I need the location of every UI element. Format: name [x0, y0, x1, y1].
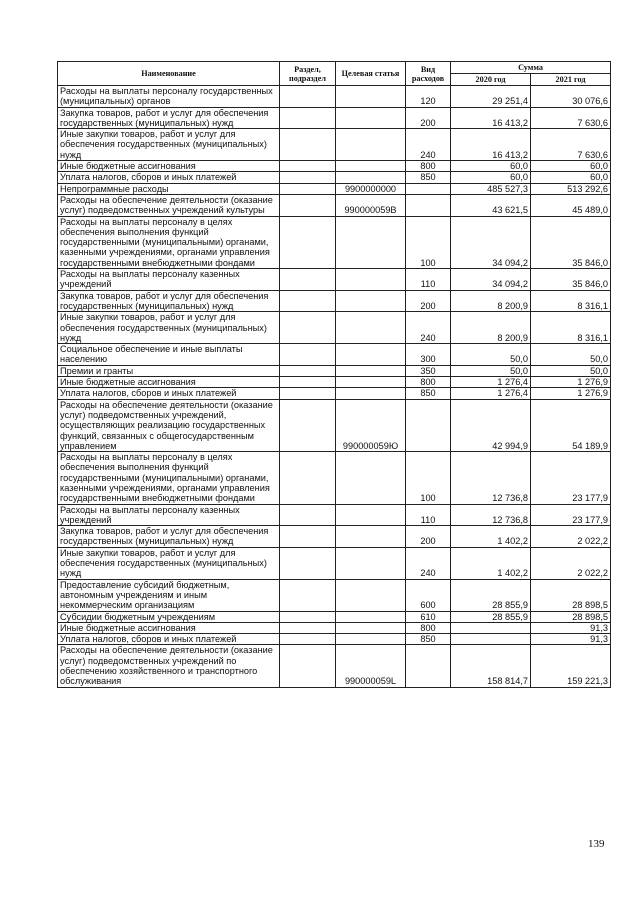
cell-target [336, 365, 406, 376]
cell-sum-2020: 50,0 [451, 365, 531, 376]
cell-section [280, 344, 336, 366]
table-row [58, 547, 611, 579]
cell-type [406, 194, 451, 216]
cell-target [336, 269, 406, 291]
cell-sum-2020: 12 736,8 [451, 504, 531, 526]
table-row [58, 388, 611, 399]
cell-target [336, 312, 406, 344]
cell-type: 110 [406, 269, 451, 291]
table-row [58, 579, 611, 611]
cell-type [406, 183, 451, 194]
cell-name: Иные закупки товаров, работ и услуг для обеспечения государственных (муниципальных) нужд [58, 547, 280, 579]
cell-section [280, 645, 336, 687]
cell-name: Расходы на обеспечение деятельности (оказание услуг) подведомственных учреждений культуры [58, 194, 280, 216]
cell-sum-2020: 1 276,4 [451, 388, 531, 399]
table-row [58, 365, 611, 376]
cell-target [336, 547, 406, 579]
cell-sum-2020: 28 855,9 [451, 579, 531, 611]
cell-name: Иные закупки товаров, работ и услуг для обеспечения государственных (муниципальных) нужд [58, 312, 280, 344]
cell-sum-2021: 50,0 [531, 365, 611, 376]
cell-target: 990000059В [336, 194, 406, 216]
cell-type: 120 [406, 86, 451, 108]
cell-target [336, 172, 406, 183]
cell-name: Иные закупки товаров, работ и услуг для обеспечения государственных (муниципальных) нужд [58, 129, 280, 161]
cell-sum-2021: 30 076,6 [531, 86, 611, 108]
cell-sum-2020: 16 413,2 [451, 129, 531, 161]
cell-type: 240 [406, 547, 451, 579]
cell-sum-2020: 8 200,9 [451, 312, 531, 344]
cell-name: Иные бюджетные ассигнования [58, 622, 280, 633]
cell-name: Уплата налогов, сборов и иных платежей [58, 172, 280, 183]
cell-target [336, 129, 406, 161]
cell-sum-2021: 23 177,9 [531, 452, 611, 504]
cell-sum-2020: 34 094,2 [451, 269, 531, 291]
budget-table [57, 61, 611, 688]
cell-name: Иные бюджетные ассигнования [58, 161, 280, 172]
cell-target [336, 622, 406, 633]
cell-target: 990000059L [336, 645, 406, 687]
cell-section [280, 547, 336, 579]
cell-type: 110 [406, 504, 451, 526]
table-row [58, 645, 611, 687]
cell-name: Расходы на выплаты персоналу в целях обеспечения выполнения функций государственными (муниципальными) органами, казенными учреждениями, органами управления государственными внебюджетными фондами [58, 216, 280, 268]
cell-section [280, 526, 336, 548]
table-row [58, 86, 611, 108]
cell-section [280, 129, 336, 161]
cell-section [280, 579, 336, 611]
cell-name: Расходы на обеспечение деятельности (оказание услуг) подведомственных учреждений, осуществляющих реализацию государственных функций, связанных с общегосударственным управлением [58, 399, 280, 451]
cell-type: 240 [406, 312, 451, 344]
cell-section [280, 183, 336, 194]
cell-type [406, 399, 451, 451]
cell-type: 850 [406, 172, 451, 183]
cell-sum-2020: 1 276,4 [451, 377, 531, 388]
table-row [58, 611, 611, 622]
cell-sum-2020: 485 527,3 [451, 183, 531, 194]
cell-sum-2020: 28 855,9 [451, 611, 531, 622]
cell-type: 240 [406, 129, 451, 161]
cell-name: Закупка товаров, работ и услуг для обеспечения государственных (муниципальных) нужд [58, 526, 280, 548]
cell-name: Иные бюджетные ассигнования [58, 377, 280, 388]
cell-sum-2020: 60,0 [451, 172, 531, 183]
cell-sum-2020: 42 994,9 [451, 399, 531, 451]
table-row [58, 129, 611, 161]
cell-section [280, 504, 336, 526]
cell-target [336, 216, 406, 268]
cell-sum-2021: 7 630,6 [531, 107, 611, 129]
cell-name: Закупка товаров, работ и услуг для обеспечения государственных (муниципальных) нужд [58, 107, 280, 129]
cell-section [280, 622, 336, 633]
cell-type: 600 [406, 579, 451, 611]
cell-target: 990000059Ю [336, 399, 406, 451]
cell-type: 800 [406, 377, 451, 388]
cell-section [280, 377, 336, 388]
cell-sum-2021: 35 846,0 [531, 269, 611, 291]
cell-sum-2020: 29 251,4 [451, 86, 531, 108]
cell-target [336, 161, 406, 172]
table-row [58, 399, 611, 451]
cell-section [280, 216, 336, 268]
table-row [58, 312, 611, 344]
cell-sum-2020: 8 200,9 [451, 290, 531, 312]
cell-type: 200 [406, 526, 451, 548]
cell-type: 300 [406, 344, 451, 366]
cell-sum-2021: 54 189,9 [531, 399, 611, 451]
cell-target: 9900000000 [336, 183, 406, 194]
cell-sum-2021: 60,0 [531, 172, 611, 183]
cell-name: Премии и гранты [58, 365, 280, 376]
cell-name: Расходы на выплаты персоналу в целях обеспечения выполнения функций государственными (муниципальными) органами, казенными учреждениями, органами управления государственными внебюджетными фондами [58, 452, 280, 504]
cell-section [280, 611, 336, 622]
table-row [58, 216, 611, 268]
cell-section [280, 312, 336, 344]
cell-section [280, 161, 336, 172]
cell-sum-2021: 1 276,9 [531, 388, 611, 399]
cell-name: Закупка товаров, работ и услуг для обеспечения государственных (муниципальных) нужд [58, 290, 280, 312]
cell-target [336, 344, 406, 366]
header-name: Наименование [58, 62, 280, 86]
page-number: 139 [588, 838, 605, 850]
table-row [58, 269, 611, 291]
table-row [58, 452, 611, 504]
table-body [58, 86, 611, 688]
cell-sum-2021: 28 898,5 [531, 611, 611, 622]
table-row [58, 107, 611, 129]
cell-type: 850 [406, 634, 451, 645]
cell-sum-2020: 1 402,2 [451, 526, 531, 548]
cell-target [336, 452, 406, 504]
cell-sum-2021: 7 630,6 [531, 129, 611, 161]
table-row [58, 344, 611, 366]
cell-name: Предоставление субсидий бюджетным, автономным учреждениям и иным некоммерческим организациям [58, 579, 280, 611]
cell-type: 100 [406, 216, 451, 268]
header-target: Целевая статья [336, 62, 406, 86]
table-row [58, 161, 611, 172]
cell-target [336, 290, 406, 312]
cell-sum-2020: 16 413,2 [451, 107, 531, 129]
cell-target [336, 107, 406, 129]
cell-section [280, 399, 336, 451]
cell-type: 200 [406, 107, 451, 129]
cell-target [336, 86, 406, 108]
cell-sum-2021: 35 846,0 [531, 216, 611, 268]
cell-target [336, 504, 406, 526]
cell-section [280, 452, 336, 504]
cell-section [280, 388, 336, 399]
cell-name: Уплата налогов, сборов и иных платежей [58, 388, 280, 399]
cell-name: Расходы на выплаты персоналу казенных учреждений [58, 269, 280, 291]
cell-type: 610 [406, 611, 451, 622]
cell-sum-2020: 12 736,8 [451, 452, 531, 504]
cell-sum-2020 [451, 622, 531, 633]
cell-target [336, 611, 406, 622]
cell-name: Расходы на выплаты персоналу казенных учреждений [58, 504, 280, 526]
cell-sum-2021: 8 316,1 [531, 312, 611, 344]
cell-sum-2021: 60,0 [531, 161, 611, 172]
cell-name: Расходы на выплаты персоналу государственных (муниципальных) органов [58, 86, 280, 108]
cell-target [336, 388, 406, 399]
cell-target [336, 377, 406, 388]
cell-type: 200 [406, 290, 451, 312]
cell-section [280, 107, 336, 129]
cell-sum-2021: 23 177,9 [531, 504, 611, 526]
table-row [58, 172, 611, 183]
cell-sum-2021: 50,0 [531, 344, 611, 366]
cell-sum-2021: 8 316,1 [531, 290, 611, 312]
cell-section [280, 172, 336, 183]
cell-type: 100 [406, 452, 451, 504]
cell-sum-2021: 45 489,0 [531, 194, 611, 216]
cell-section [280, 365, 336, 376]
table-header-row [58, 62, 611, 74]
cell-sum-2020: 60,0 [451, 161, 531, 172]
cell-sum-2021: 2 022,2 [531, 547, 611, 579]
cell-type: 800 [406, 622, 451, 633]
header-type: Вид расходов [406, 62, 451, 86]
cell-name: Непрограммные расходы [58, 183, 280, 194]
header-year-2020: 2020 год [451, 74, 531, 86]
header-sum: Сумма [451, 62, 611, 74]
cell-sum-2020: 34 094,2 [451, 216, 531, 268]
table-row [58, 634, 611, 645]
cell-target [336, 526, 406, 548]
cell-sum-2021: 513 292,6 [531, 183, 611, 194]
cell-name: Уплата налогов, сборов и иных платежей [58, 634, 280, 645]
cell-sum-2020 [451, 634, 531, 645]
table-row [58, 526, 611, 548]
cell-section [280, 194, 336, 216]
table-row [58, 194, 611, 216]
cell-section [280, 86, 336, 108]
cell-target [336, 634, 406, 645]
cell-sum-2021: 28 898,5 [531, 579, 611, 611]
cell-sum-2021: 91,3 [531, 634, 611, 645]
cell-sum-2020: 158 814,7 [451, 645, 531, 687]
table-row [58, 377, 611, 388]
cell-type [406, 645, 451, 687]
cell-sum-2021: 91,3 [531, 622, 611, 633]
table-row [58, 183, 611, 194]
cell-target [336, 579, 406, 611]
cell-sum-2020: 1 402,2 [451, 547, 531, 579]
cell-section [280, 634, 336, 645]
table-row [58, 290, 611, 312]
cell-type: 350 [406, 365, 451, 376]
cell-type: 800 [406, 161, 451, 172]
cell-sum-2021: 2 022,2 [531, 526, 611, 548]
header-year-2021: 2021 год [531, 74, 611, 86]
table-row [58, 504, 611, 526]
cell-sum-2021: 159 221,3 [531, 645, 611, 687]
cell-section [280, 269, 336, 291]
cell-name: Социальное обеспечение и иные выплаты населению [58, 344, 280, 366]
cell-sum-2020: 50,0 [451, 344, 531, 366]
cell-sum-2020: 43 621,5 [451, 194, 531, 216]
cell-name: Субсидии бюджетным учреждениям [58, 611, 280, 622]
table-row [58, 622, 611, 633]
cell-section [280, 290, 336, 312]
cell-name: Расходы на обеспечение деятельности (оказание услуг) подведомственных учреждений по обеспечению хозяйственного и транспортного обслуживания [58, 645, 280, 687]
cell-sum-2021: 1 276,9 [531, 377, 611, 388]
cell-type: 850 [406, 388, 451, 399]
header-section: Раздел, подраздел [280, 62, 336, 86]
